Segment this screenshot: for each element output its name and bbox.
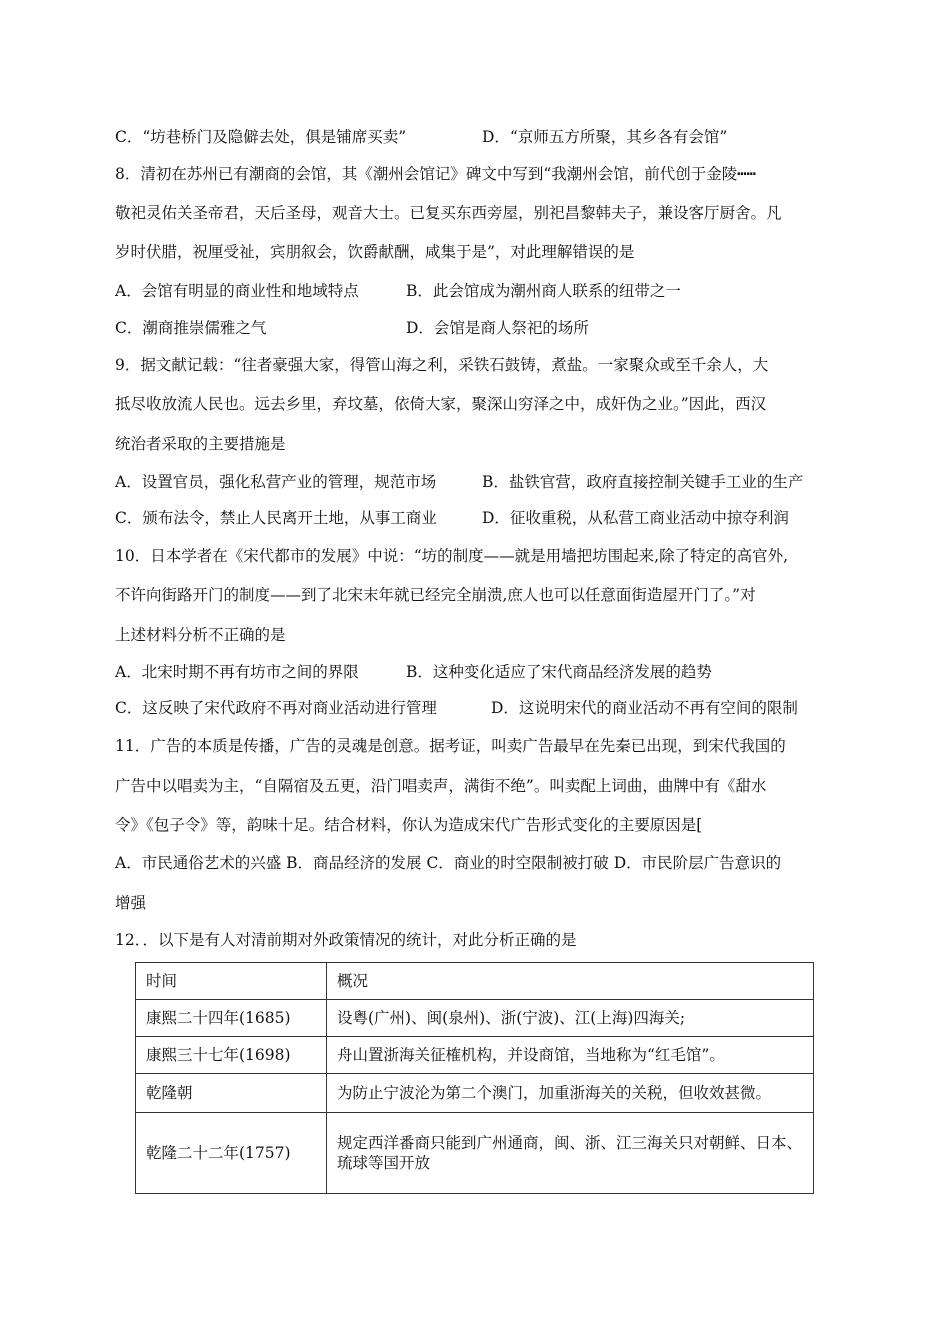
q10-option-d: D．这说明宋代的商业活动不再有空间的限制 (491, 699, 798, 717)
table-row (136, 1074, 814, 1113)
q9-option-a: A．设置官员，强化私营产业的管理，规范市场 (115, 473, 437, 491)
q9-option-c: C．颁布法令，禁止人民离开土地，从事工商业 (115, 509, 437, 527)
q7-option-c: C．“坊巷桥门及隐僻去处，俱是铺席买卖” (115, 128, 407, 146)
q10-option-c: C．这反映了宋代政府不再对商业活动进行管理 (115, 699, 437, 717)
table-row (136, 1000, 814, 1037)
table-cell-overview: 为防止宁波沦为第二个澳门，加重浙海关的关税，但收效甚微。 (327, 1074, 814, 1113)
policy-table (135, 962, 814, 1194)
table-header-overview: 概况 (327, 963, 814, 1000)
q8-stem-line-2: 敬祀灵佑关圣帝君，天后圣母，观音大士。已复买东西旁屋，别祀昌黎韩夫子，兼设客厅厨舍。凡 (115, 204, 782, 222)
q11-options-continued: 增强 (115, 894, 147, 912)
q8-stem-line-3: 岁时伏腊，祝厘受祉，宾朋叙会，饮爵献酬，咸集于是”，对此理解错误的是 (115, 243, 635, 261)
q12-stem: 12．．以下是有人对清前期对外政策情况的统计，对此分析正确的是 (115, 931, 577, 949)
q8-option-a: A．会馆有明显的商业性和地域特点 (115, 282, 359, 300)
q10-stem-line-1: 10．日本学者在《宋代都市的发展》中说：“坊的制度——就是用墙把坊围起来,除了特定的高官外, (115, 547, 789, 565)
q9-stem-line-3: 统治者采取的主要措施是 (115, 435, 286, 453)
table-cell-time: 康熙三十七年(1698) (136, 1037, 327, 1074)
q8-option-c: C．潮商推崇儒雅之气 (115, 319, 267, 337)
q11-stem-line-2: 广告中以唱卖为主，“自隔宿及五更，沿门唱卖声，满街不绝”。叫卖配上词曲，曲牌中有《甜水 (115, 777, 767, 795)
q11-options: A．市民通俗艺术的兴盛 B．商品经济的发展 C．商业的时空限制被打破 D．市民阶层广告意识的 (115, 854, 782, 872)
table-header-time: 时间 (136, 963, 327, 1000)
q10-option-a: A．北宋时期不再有坊市之间的界限 (115, 663, 359, 681)
q11-stem-line-3: 令》《包子令》等，韵味十足。结合材料，你认为造成宋代广告形式变化的主要原因是[ (115, 816, 703, 834)
table-cell-time: 乾隆朝 (136, 1074, 327, 1113)
table-header-row (136, 963, 814, 1000)
q10-stem-line-2: 不许向街路开门的制度——到了北宋末年就已经完全崩溃,庶人也可以任意面街造屋开门了。”对 (115, 586, 756, 604)
table-cell-time: 康熙二十四年(1685) (136, 1000, 327, 1037)
q8-option-d: D．会馆是商人祭祀的场所 (406, 319, 589, 337)
q8-option-b: B．此会馆成为潮州商人联系的纽带之一 (406, 282, 681, 300)
q10-option-b: B．这种变化适应了宋代商品经济发展的趋势 (406, 663, 712, 681)
table-row (136, 1037, 814, 1074)
table-cell-overview: 规定西洋番商只能到广州通商，闽、浙、江三海关只对朝鲜、日本、琉球等国开放 (327, 1113, 814, 1194)
q8-stem-line-1: 8．清初在苏州已有潮商的会馆，其《潮州会馆记》碑文中写到“我潮州会馆，前代创于金陵┅┅ (115, 165, 756, 183)
q10-stem-line-3: 上述材料分析不正确的是 (115, 626, 286, 644)
q9-stem-line-1: 9．据文献记载：“往者豪强大家，得管山海之利，采铁石鼓铸，煮盐。一家聚众或至千余人，大 (115, 356, 769, 374)
q9-stem-line-2: 抵尽收放流人民也。远去乡里，弃坟墓，依倚大家，聚深山穷泽之中，成奸伪之业。”因此，西汉 (115, 395, 767, 413)
table-row (136, 1113, 814, 1194)
q9-option-d: D．征收重税，从私营工商业活动中掠夺利润 (482, 509, 789, 527)
table-cell-overview: 舟山置浙海关征榷机构，并设商馆，当地称为“红毛馆”。 (327, 1037, 814, 1074)
q9-option-b: B．盐铁官营，政府直接控制关键手工业的生产 (482, 473, 804, 491)
table-cell-overview: 设粤(广州)、闽(泉州)、浙(宁波)、江(上海)四海关; (327, 1000, 814, 1037)
q11-stem-line-1: 11．广告的本质是传播，广告的灵魂是创意。据考证，叫卖广告最早在先秦已出现，到宋代我国的 (115, 737, 786, 755)
table-cell-time: 乾隆二十二年(1757) (136, 1113, 327, 1194)
q7-option-d: D．“京师五方所聚，其乡各有会馆” (482, 128, 728, 146)
